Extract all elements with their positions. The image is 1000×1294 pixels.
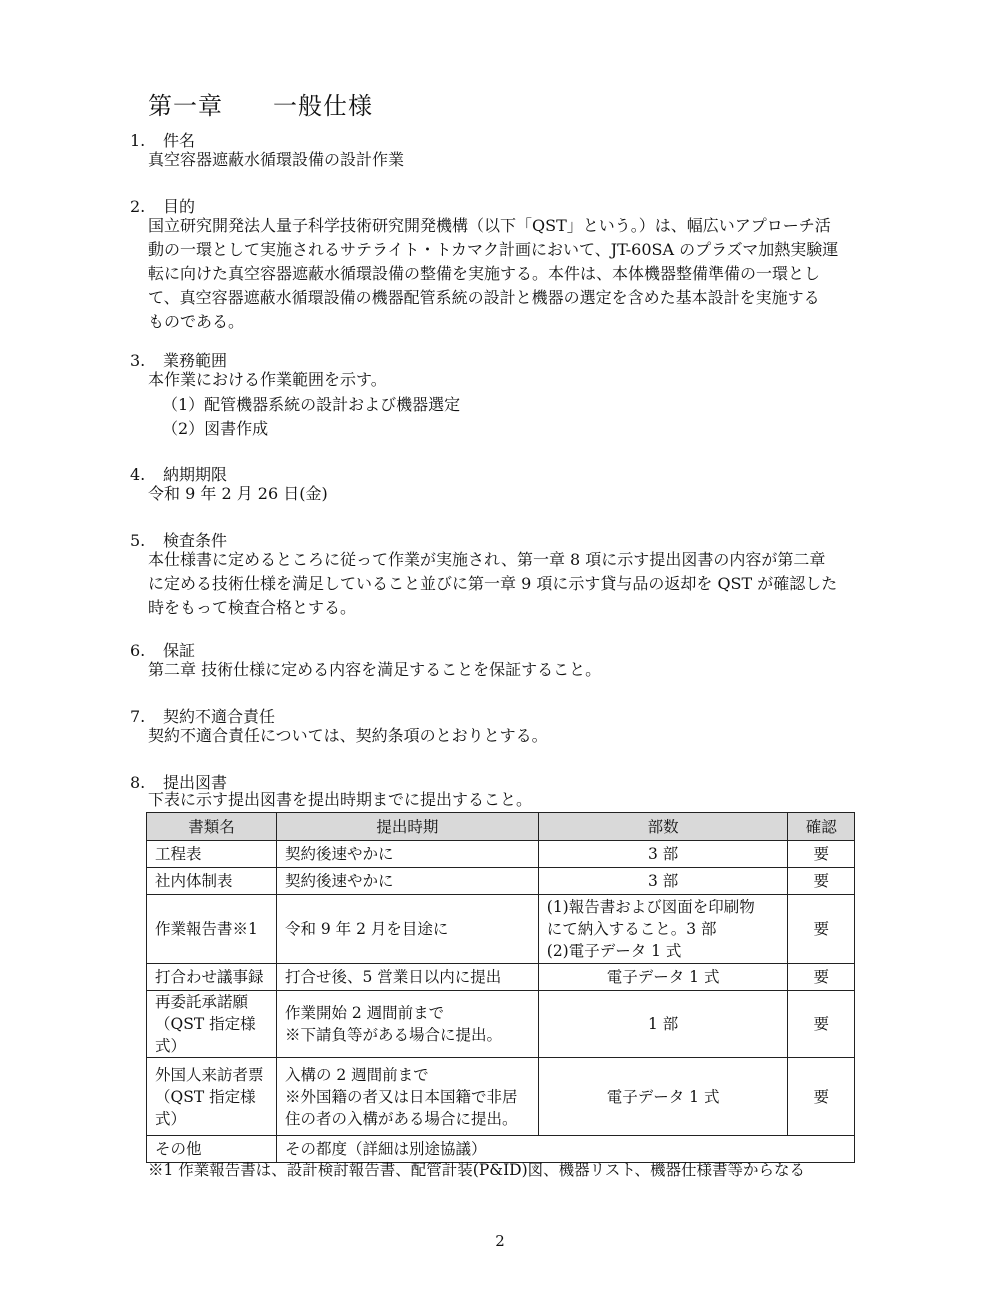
body-line: 下表に示す提出図書を提出時期までに提出すること。 <box>148 790 533 809</box>
section-body-7 <box>148 724 868 748</box>
body-line: 転に向けた真空容器遮蔽水循環設備の整備を実施する。本件は、本体機器整備準備の一環とし <box>148 264 821 283</box>
section-title: 納期期限 <box>163 465 228 484</box>
table-header-row <box>147 813 855 841</box>
table-footnote: ※1 作業報告書は、設計検討報告書、配管計装(P&ID)図、機器リスト、機器仕様書等からなる <box>148 1161 805 1179</box>
section-number: 6. <box>130 641 146 660</box>
cell-document-name: 作業報告書※1 <box>147 895 277 964</box>
header-submission-timing: 提出時期 <box>276 813 538 841</box>
section-body-3 <box>148 368 868 392</box>
body-line: 本作業における作業範囲を示す。 <box>148 370 387 389</box>
body-line: に定める技術仕様を満足していること並びに第一章 9 項に示す貸与品の返却を QST が確認した <box>148 574 838 593</box>
section-number: 5. <box>130 531 146 550</box>
cell-copies: 3 部 <box>538 841 788 868</box>
cell-timing: その都度（詳細は別途協議） <box>276 1136 854 1163</box>
cell-copies: 3 部 <box>538 868 788 895</box>
table-row <box>147 841 855 868</box>
section-body-6 <box>148 658 868 682</box>
body-line: て、真空容器遮蔽水循環設備の機器配管系統の設計と機器の選定を含めた基本設計を実施する <box>148 288 820 307</box>
body-line: ものである。 <box>148 312 245 331</box>
cell-document-name: 社内体制表 <box>147 868 277 895</box>
table-row <box>147 868 855 895</box>
cell-check: 要 <box>788 1058 855 1136</box>
body-line: 第二章 技術仕様に定める内容を満足することを保証すること。 <box>148 660 602 679</box>
submission-documents-table <box>146 812 855 1163</box>
body-line: 真空容器遮蔽水循環設備の設計作業 <box>148 150 405 169</box>
cell-check: 要 <box>788 991 855 1058</box>
cell-document-name: 打合わせ議事録 <box>147 964 277 991</box>
section-body-4 <box>148 482 868 506</box>
cell-timing: 作業開始 2 週間前まで ※下請負等がある場合に提出。 <box>276 991 538 1058</box>
cell-timing: 令和 9 年 2 月を目途に <box>276 895 538 964</box>
cell-document-name: 工程表 <box>147 841 277 868</box>
body-line: 時をもって検査合格とする。 <box>148 598 357 617</box>
cell-check: 要 <box>788 895 855 964</box>
section-body-8 <box>148 788 868 812</box>
body-line: 本仕様書に定めるところに従って作業が実施され、第一章 8 項に示す提出図書の内容が第二章 <box>148 550 826 569</box>
cell-copies: 電子データ 1 式 <box>538 1058 788 1136</box>
table-row <box>147 991 855 1058</box>
cell-copies: 電子データ 1 式 <box>538 964 788 991</box>
section-number: 7. <box>130 707 146 726</box>
section-number: 3. <box>130 351 146 370</box>
section-body-1 <box>148 148 868 172</box>
section-title: 保証 <box>163 641 196 660</box>
section-title: 業務範囲 <box>163 351 228 370</box>
cell-check: 要 <box>788 841 855 868</box>
scope-item-1: （1）配管機器系統の設計および機器選定 <box>162 395 461 414</box>
page-number: 2 <box>495 1232 505 1250</box>
section-title: 検査条件 <box>163 531 228 550</box>
table-row <box>147 1058 855 1136</box>
cell-timing: 入構の 2 週間前まで ※外国籍の者又は日本国籍で非居 住の者の入構がある場合に提出。 <box>276 1058 538 1136</box>
body-line: 令和 9 年 2 月 26 日(金) <box>148 484 328 503</box>
cell-document-name: 外国人来訪者票 （QST 指定様 式） <box>147 1058 277 1136</box>
body-line: 動の一環として実施されるサテライト・トカマク計画において、JT-60SA のプラズマ加熱実験運 <box>148 240 839 259</box>
section-title: 件名 <box>163 131 196 150</box>
body-line: 契約不適合責任については、契約条項のとおりとする。 <box>148 726 548 745</box>
cell-document-name: その他 <box>147 1136 277 1163</box>
cell-check: 要 <box>788 868 855 895</box>
header-copies: 部数 <box>538 813 788 841</box>
cell-copies: (1)報告書および図面を印刷物 にて納入すること。3 部 (2)電子データ 1 式 <box>538 895 788 964</box>
section-title: 契約不適合責任 <box>163 707 276 726</box>
section-title: 目的 <box>163 197 196 216</box>
body-line: 国立研究開発法人量子科学技術研究開発機構（以下「QST」という。）は、幅広いアプローチ活 <box>148 216 831 235</box>
table-row <box>147 895 855 964</box>
cell-copies: 1 部 <box>538 991 788 1058</box>
section-title: 提出図書 <box>163 773 228 792</box>
cell-timing: 契約後速やかに <box>276 841 538 868</box>
scope-item-2: （2）図書作成 <box>162 419 269 438</box>
header-confirmation: 確認 <box>788 813 855 841</box>
section-body-5 <box>148 548 868 620</box>
section-number: 1. <box>130 131 146 150</box>
table-row <box>147 964 855 991</box>
header-document-name: 書類名 <box>147 813 277 841</box>
section-number: 4. <box>130 465 146 484</box>
section-body-2 <box>148 214 868 334</box>
chapter-title: 第一章 一般仕様 <box>148 92 373 120</box>
cell-timing: 打合せ後、5 営業日以内に提出 <box>276 964 538 991</box>
cell-check: 要 <box>788 964 855 991</box>
cell-timing: 契約後速やかに <box>276 868 538 895</box>
cell-document-name: 再委託承諾願 （QST 指定様 式） <box>147 991 277 1058</box>
section-number: 2. <box>130 197 146 216</box>
section-number: 8. <box>130 773 146 792</box>
